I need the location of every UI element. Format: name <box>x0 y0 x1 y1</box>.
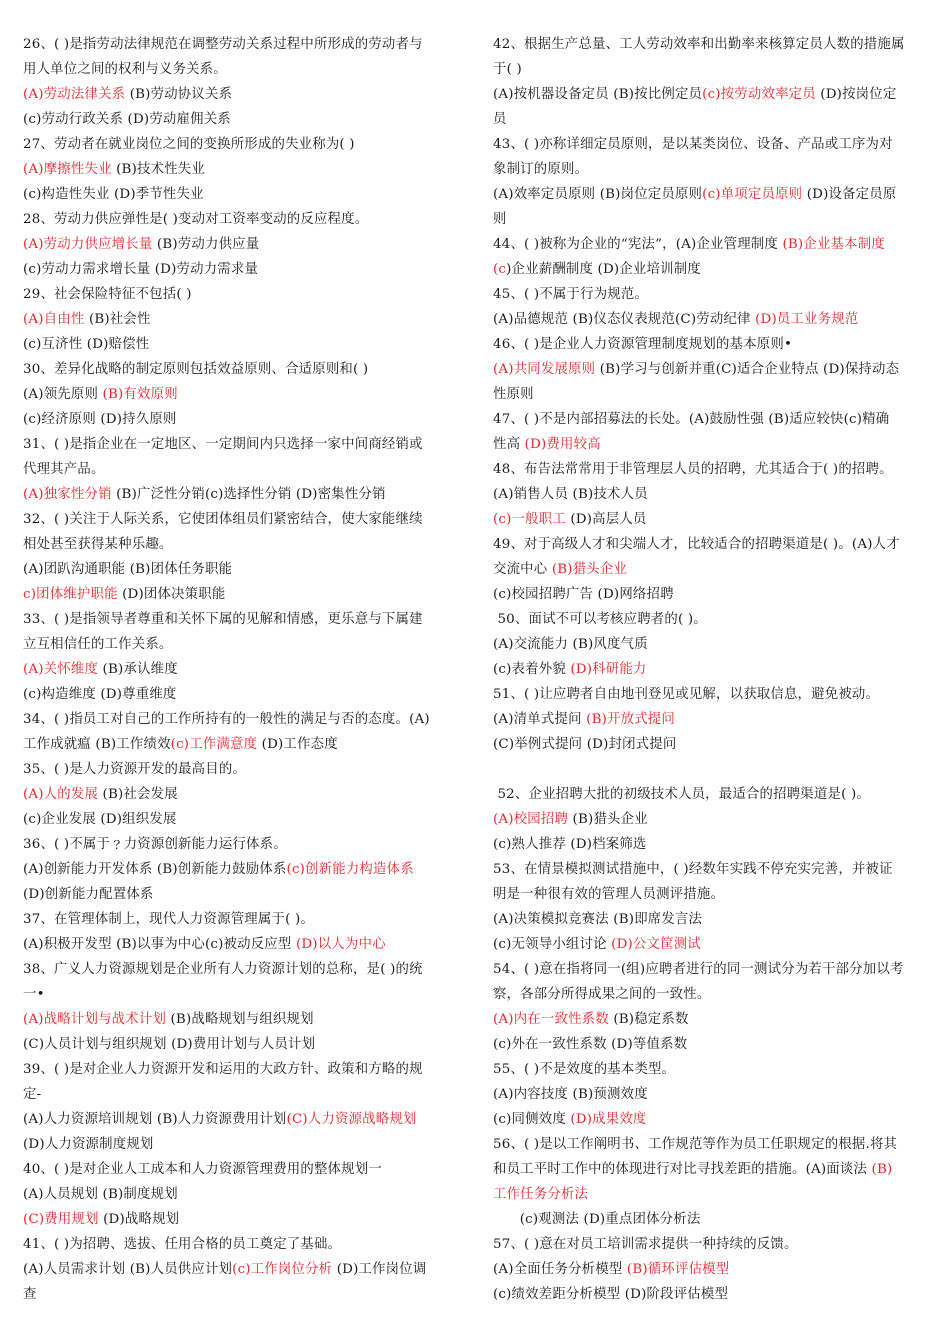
text-line <box>23 957 463 982</box>
line-text: (c)表着外貌 <box>493 662 571 677</box>
text-line <box>493 257 930 282</box>
text-line <box>23 1082 463 1107</box>
text-line <box>493 1182 930 1207</box>
text-line <box>23 557 463 582</box>
text-line <box>493 1082 930 1107</box>
answer-text: (c)工作满意度 <box>170 737 258 752</box>
line-text: 象制订的原则。 <box>493 162 589 177</box>
line-text: (c)劳动力需求增长量 (D)劳动力需求量 <box>23 262 259 277</box>
text-line <box>23 907 463 932</box>
text-line <box>23 232 463 257</box>
line-text: 27、劳动者在就业岗位之间的变换所形成的失业称为( ) <box>23 137 355 152</box>
answer-text: (c)单项定员原则 <box>702 187 803 202</box>
line-text: (B)劳动协议关系 <box>125 87 233 102</box>
line-text: (D)创新能力配置体系 <box>23 887 154 902</box>
line-text: (D)战略规划 <box>98 1212 180 1227</box>
text-line <box>493 1232 930 1257</box>
text-line <box>23 757 463 782</box>
answer-text: c)团体维护职能 <box>23 587 118 602</box>
text-line <box>493 982 930 1007</box>
line-text: 42、根据生产总量、工人劳动效率和出勤率来核算定员人数的措施属 <box>493 37 905 52</box>
line-text: 定- <box>23 1087 42 1102</box>
line-text: 48、布告法常常用于非管理层人员的招聘，尤其适合于( )的招聘。 <box>493 462 893 477</box>
line-text: 56、( )是以工作阐明书、工作规范等作为员工任职规定的根据.将其 <box>493 1137 898 1152</box>
answer-text: (A)自由性 <box>23 312 85 327</box>
line-text: (A)全面任务分析模型 <box>493 1262 627 1277</box>
text-line <box>493 1057 930 1082</box>
line-text: (c)经济原则 (D)持久原则 <box>23 412 177 427</box>
line-text: (D)按岗位定 <box>815 87 897 102</box>
text-line <box>493 807 930 832</box>
text-line <box>493 382 930 407</box>
text-line <box>23 857 463 882</box>
answer-text: (B)有效原则 <box>102 387 178 402</box>
text-line <box>23 1007 463 1032</box>
answer-text: (D)科研能力 <box>570 662 647 677</box>
answer-text: (D)员工业务规范 <box>755 312 859 327</box>
text-line <box>23 1182 463 1207</box>
answer-text: (B)猎头企业 <box>551 562 628 577</box>
line-text: (A)人员规划 (B)制度规划 <box>23 1187 178 1202</box>
line-text: (B)社会性 <box>84 312 151 327</box>
line-text: 30、差异化战略的制定原则包括效益原则、合适原则和( ) <box>23 362 369 377</box>
line-text: (c)企业发展 (D)组织发展 <box>23 812 177 827</box>
text-line <box>23 932 463 957</box>
text-line <box>493 82 930 107</box>
text-line <box>493 1257 930 1282</box>
line-text: 31、( )是指企业在一定地区、一定期间内只选择一家中间商经销或 <box>23 437 423 452</box>
answer-text: (A)独家性分销 <box>23 487 112 502</box>
text-line <box>493 782 930 807</box>
answer-text: (c)工作岗位分析 <box>232 1262 333 1277</box>
answer-text: (A)校园招聘 <box>493 812 569 827</box>
line-text: 57、( )意在对员工培训需求提供一种持续的反馈。 <box>493 1237 798 1252</box>
text-line <box>493 307 930 332</box>
answer-text: (A)共同发展原则 <box>493 362 596 377</box>
line-text: (D)高层人员 <box>565 512 647 527</box>
line-text: 29、社会保险特征不包括( ) <box>23 287 192 302</box>
line-text: 47、( )不是内部招募法的长处。(A)鼓励性强 (B)适应较快(c)精确 <box>493 412 890 427</box>
text-line <box>23 432 463 457</box>
text-line <box>493 157 930 182</box>
line-text: 一• <box>23 987 45 1002</box>
answer-text: (A)劳动法律关系 <box>23 87 126 102</box>
text-line <box>493 632 930 657</box>
line-text: (B)社会发展 <box>98 787 178 802</box>
line-text: 员 <box>493 112 507 127</box>
line-text: 54、( )意在指将同一(组)应聘者进行的同一测试分为若干部分加以考 <box>493 962 904 977</box>
line-text: (A)人力资源培训规划 (B)人力资源费用计划 <box>23 1112 287 1127</box>
text-line <box>493 57 930 82</box>
line-text: (c)熟人推荐 (D)档案筛选 <box>493 837 647 852</box>
answer-text: 工作任务分析法 <box>493 1187 589 1202</box>
line-text: (c)劳动行政关系 (D)劳动雇佣关系 <box>23 112 231 127</box>
line-text: 33、( )是指领导者尊重和关怀下属的见解和情感，更乐意与下属建 <box>23 612 423 627</box>
text-line <box>23 1107 463 1132</box>
answer-text: (D)成果效度 <box>570 1112 647 1127</box>
text-line <box>23 357 463 382</box>
line-text: 相处甚至获得某种乐趣。 <box>23 537 173 552</box>
line-text: (c)绩效差距分析模型 (D)阶段评估模型 <box>493 1287 729 1302</box>
text-line <box>23 1282 463 1307</box>
text-line <box>23 882 463 907</box>
text-line <box>493 432 930 457</box>
answer-text: (C)费用规划 <box>23 1212 99 1227</box>
line-text: 49、对于高级人才和尖端人才，比较适合的招聘渠道是( )。(A)人才 <box>493 537 900 552</box>
text-line <box>493 182 930 207</box>
text-line <box>23 1157 463 1182</box>
line-text: (c)同侧效度 <box>493 1112 571 1127</box>
line-text: (C)举例式提问 (D)封闭式提问 <box>493 737 677 752</box>
line-text: (B)承认维度 <box>98 662 178 677</box>
line-text: (c)校园招聘广告 (D)网络招聘 <box>493 587 674 602</box>
line-text: (c)构造维度 (D)尊重维度 <box>23 687 177 702</box>
text-line <box>493 1032 930 1057</box>
text-line <box>493 1107 930 1132</box>
text-line <box>23 582 463 607</box>
answer-text: (c <box>493 262 507 277</box>
text-line <box>493 757 930 782</box>
line-text: (B)猎头企业 <box>568 812 648 827</box>
text-line <box>493 582 930 607</box>
line-text: 明是一种很有效的管理人员测评措施。 <box>493 887 725 902</box>
line-text: 41、( )为招聘、选拔、任用合格的员工奠定了基础。 <box>23 1237 342 1252</box>
text-line <box>23 132 463 157</box>
text-line <box>493 232 930 257</box>
line-text: 37、在管理体制上，现代人力资源管理属于( )。 <box>23 912 314 927</box>
line-text: )企业薪酬制度 (D)企业培训制度 <box>506 262 701 277</box>
line-text: (c)外在一致性系数 (D)等值系数 <box>493 1037 688 1052</box>
answer-text: (c)按劳动效率定员 <box>702 87 816 102</box>
answer-text: (A)劳动力供应增长量 <box>23 237 153 252</box>
text-line <box>23 32 463 57</box>
line-text: 32、( )关注于人际关系，它使团体组员们紧密结合，使大家能继续 <box>23 512 423 527</box>
line-text: 36、( )不属于﹖力资源创新能力运行体系。 <box>23 837 287 852</box>
answer-text: (D)公文筐测试 <box>611 937 701 952</box>
line-text: (c)观测法 (D)重点团体分析法 <box>493 1212 701 1227</box>
line-text: (B)广泛性分销(c)选择性分销 (D)密集性分销 <box>111 487 386 502</box>
text-line <box>23 182 463 207</box>
text-line <box>23 257 463 282</box>
text-line <box>23 107 463 132</box>
answer-text: (A)关怀维度 <box>23 662 99 677</box>
line-text: (A)团趴沟通职能 (B)团体任务职能 <box>23 562 233 577</box>
text-line <box>493 907 930 932</box>
text-line <box>493 482 930 507</box>
text-line <box>23 157 463 182</box>
text-line <box>23 407 463 432</box>
text-line <box>493 832 930 857</box>
line-text: (A)创新能力开发体系 (B)创新能力鼓励体系 <box>23 862 287 877</box>
text-line <box>493 957 930 982</box>
line-text: (D)工作态度 <box>257 737 338 752</box>
line-text: 52、企业招聘大批的初级技术人员，最适合的招聘渠道是( )。 <box>493 787 870 802</box>
line-text: (C)人员计划与组织规划 (D)费用计划与人员计划 <box>23 1037 316 1052</box>
line-text: (A)按机器设备定员 (B)按比例定员 <box>493 87 703 102</box>
answer-text: (B)企业基本制度 <box>782 237 885 252</box>
line-text: (A)人员需求计划 (B)人员供应计划 <box>23 1262 233 1277</box>
line-text: 查 <box>23 1287 37 1302</box>
text-line <box>493 1157 930 1182</box>
text-line <box>23 707 463 732</box>
answer-text: (A)内在一致性系数 <box>493 1012 609 1027</box>
line-text: 性高 <box>493 437 525 452</box>
text-line <box>23 1232 463 1257</box>
text-line <box>23 482 463 507</box>
line-text: (A)决策模拟竞赛法 (B)即席发言法 <box>493 912 703 927</box>
text-line <box>493 357 930 382</box>
line-text: 38、广义人力资源规划是企业所有人力资源计划的总称，是( )的统 <box>23 962 423 977</box>
line-text: (D)人力资源制度规划 <box>23 1137 154 1152</box>
line-text: 用人单位之间的权利与义务关系。 <box>23 62 227 77</box>
text-line <box>23 632 463 657</box>
line-text: 和员工平时工作中的体现进行对比寻找差距的措施。(A)面谈法 <box>493 1162 872 1177</box>
text-line <box>493 1207 930 1232</box>
text-line <box>493 532 930 557</box>
line-text: (A)交流能力 (B)风度气质 <box>493 637 648 652</box>
answer-text: (D)以人为中心 <box>295 937 386 952</box>
line-text: (c)互济性 (D)赔偿性 <box>23 337 150 352</box>
answer-text: (c)创新能力构造体系 <box>286 862 414 877</box>
text-line <box>493 607 930 632</box>
line-text: (D)设备定员原 <box>802 187 897 202</box>
text-line <box>493 1282 930 1307</box>
line-text: 40、( )是对企业人工成本和人力资源管理费用的整体规划一 <box>23 1162 382 1177</box>
text-line <box>493 207 930 232</box>
line-text: 26、( )是指劳动法律规范在调整劳动关系过程中所形成的劳动者与 <box>23 37 423 52</box>
text-line <box>493 732 930 757</box>
line-text: 察，各部分所得成果之间的一致性。 <box>493 987 711 1002</box>
text-line <box>493 507 930 532</box>
line-text: 34、( )指员工对自己的工作所持有的一般性的满足与否的态度。(A) <box>23 712 430 727</box>
line-text: 于( ) <box>493 62 522 77</box>
answer-text: (D)费用较高 <box>524 437 601 452</box>
text-line <box>493 857 930 882</box>
text-line <box>23 1057 463 1082</box>
line-text: (B)战略规划与组织规划 <box>166 1012 314 1027</box>
answer-text: (B) <box>871 1162 893 1177</box>
text-line <box>493 882 930 907</box>
answer-text: (A)摩擦性失业 <box>23 162 112 177</box>
text-line <box>23 532 463 557</box>
text-line <box>493 132 930 157</box>
text-line <box>493 1132 930 1157</box>
line-text: (A)效率定员原则 (B)岗位定员原则 <box>493 187 703 202</box>
line-text: (A)积极开发型 (B)以事为中心(c)被动反应型 <box>23 937 296 952</box>
text-line <box>23 57 463 82</box>
line-text: 55、( )不是效度的基本类型。 <box>493 1062 676 1077</box>
text-line <box>493 657 930 682</box>
line-text: 交流中心 <box>493 562 552 577</box>
line-text: (c)无领导小组讨论 <box>493 937 612 952</box>
text-line <box>493 557 930 582</box>
line-text: (B)稳定系数 <box>608 1012 689 1027</box>
line-text: 代理其产品。 <box>23 462 105 477</box>
text-line <box>493 1007 930 1032</box>
answer-text: (B)开放式提问 <box>586 712 675 727</box>
text-line <box>23 82 463 107</box>
line-text: 28、劳动力供应弹性是( )变动对工资率变动的反应程度。 <box>23 212 369 227</box>
line-text: (A)销售人员 (B)技术人员 <box>493 487 648 502</box>
line-text: 45、( )不属于行为规范。 <box>493 287 649 302</box>
line-text: 性原则 <box>493 387 534 402</box>
text-line <box>493 282 930 307</box>
line-text: 则 <box>493 212 507 227</box>
text-line <box>493 332 930 357</box>
answer-text: (A)战略计划与战术计划 <box>23 1012 167 1027</box>
answer-text: (B)循环评估模型 <box>626 1262 730 1277</box>
text-line <box>23 732 463 757</box>
text-line <box>23 282 463 307</box>
line-text: 立互相信任的工作关系。 <box>23 637 173 652</box>
text-line <box>493 32 930 57</box>
text-line <box>493 407 930 432</box>
line-text: (A)品德规范 (B)仪态仪表规范(C)劳动纪律 <box>493 312 756 327</box>
line-text: 53、在情景模拟测试措施中，( )经数年实践不停充实完善，并被证 <box>493 862 893 877</box>
text-line <box>23 207 463 232</box>
text-line <box>23 832 463 857</box>
right-column <box>493 32 930 1307</box>
line-text: (B)劳动力供应量 <box>152 237 260 252</box>
line-text: 50、面试不可以考核应聘者的( )。 <box>493 612 707 627</box>
text-line <box>23 682 463 707</box>
text-line <box>23 457 463 482</box>
text-line <box>23 782 463 807</box>
line-text: (A)领先原则 <box>23 387 103 402</box>
line-text: (B)学习与创新并重(C)适合企业特点 (D)保持动态 <box>595 362 900 377</box>
text-line <box>493 457 930 482</box>
text-line <box>23 607 463 632</box>
text-line <box>493 107 930 132</box>
text-line <box>23 982 463 1007</box>
text-line <box>493 707 930 732</box>
text-line <box>23 1132 463 1157</box>
text-line <box>23 1207 463 1232</box>
text-line <box>23 382 463 407</box>
answer-text: (c)一般职工 <box>493 512 566 527</box>
answer-text: (A)人的发展 <box>23 787 99 802</box>
text-line <box>23 307 463 332</box>
text-line <box>23 1032 463 1057</box>
left-column <box>23 32 463 1307</box>
line-text: (c)构造性失业 (D)季节性失业 <box>23 187 204 202</box>
line-text: (A)内容技度 (B)预测效度 <box>493 1087 648 1102</box>
text-line <box>23 332 463 357</box>
text-line <box>23 507 463 532</box>
line-text: (D)工作岗位调 <box>332 1262 427 1277</box>
line-text: 51、( )让应聘者自由地刊登见或见解，以获取信息，避免被动。 <box>493 687 880 702</box>
text-line <box>23 807 463 832</box>
line-text: 工作成就瘟 (B)工作绩效 <box>23 737 171 752</box>
line-text: (A)清单式提问 <box>493 712 587 727</box>
line-text: 43、( )亦称详细定员原则，是以某类岗位、设备、产品或工序为对 <box>493 137 893 152</box>
text-line <box>493 682 930 707</box>
line-text: 44、( )被称为企业的“宪法”，(A)企业管理制度 <box>493 237 783 252</box>
text-line <box>493 932 930 957</box>
line-text: (D)团体决策职能 <box>117 587 226 602</box>
line-text: 39、( )是对企业人力资源开发和运用的大政方针、政策和方略的规 <box>23 1062 423 1077</box>
line-text: (B)技术性失业 <box>111 162 205 177</box>
answer-text: (C)人力资源战略规划 <box>286 1112 417 1127</box>
line-text: 35、( )是人力资源开发的最高目的。 <box>23 762 247 777</box>
text-line <box>23 657 463 682</box>
text-line <box>23 1257 463 1282</box>
line-text: 46、( )是企业人力资源管理制度规划的基本原则• <box>493 337 793 352</box>
